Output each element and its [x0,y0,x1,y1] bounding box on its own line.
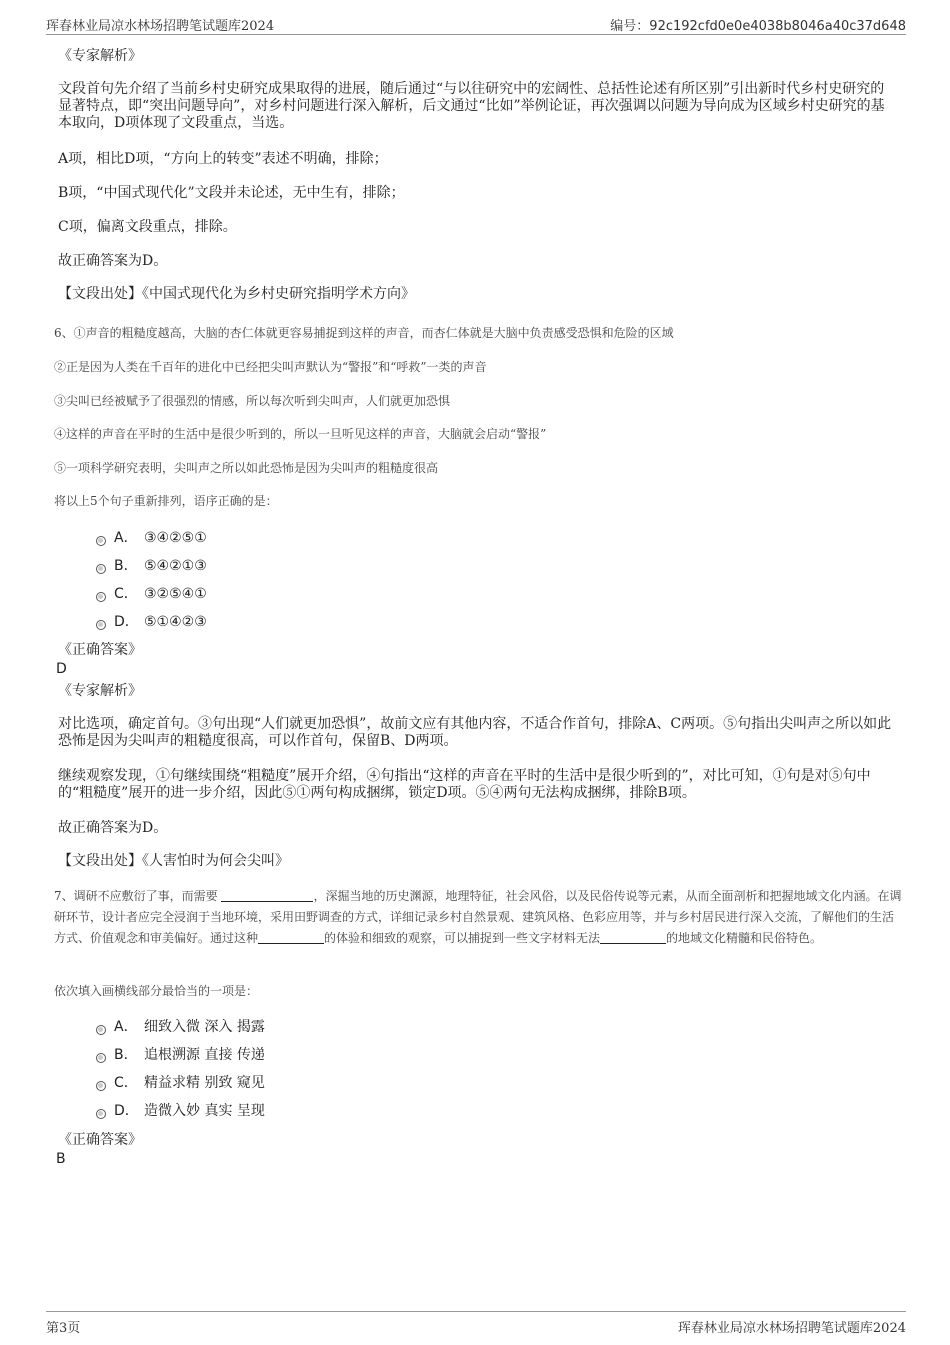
q6-analysis-paragraph-1: 对比选项，确定首句。③句出现“人们就更加恐惧”，故前文应有其他内容，不适合作首句，排除A、C两项。⑤句指出尖叫声之所以如此恐怖是因为尖叫声的粗糙度很高，可以作首句，保留B、D两项。 [58,716,892,749]
q7-answer: B [56,1151,66,1167]
radio-icon[interactable] [96,1081,106,1091]
blank-3[interactable] [600,931,666,944]
header-code: 编号：92c192cfd0e0e4038b8046a40c37d648 [610,19,906,34]
radio-icon[interactable] [96,564,106,574]
q6-analysis-title: 《专家解析》 [58,683,142,699]
q5-analysis-a: A项，相比D项，“方向上的转变”表述不明确，排除； [58,151,388,167]
q6-answer-title: 《正确答案》 [58,642,142,658]
q5-conclusion: 故正确答案为D。 [58,253,168,269]
page-header [46,12,906,35]
footer-title: 珲春林业局凉水林场招聘笔试题库2024 [677,1321,906,1336]
q6-source: 【文段出处】《人害怕时为何会尖叫》 [58,853,289,869]
q7-option-a[interactable]: A． 细致入微 深入 揭露 [96,1018,265,1036]
q6-option-a[interactable]: A． ③④②⑤① [96,529,207,547]
q7-prompt: 依次填入画横线部分最恰当的一项是： [54,984,259,998]
radio-icon[interactable] [96,620,106,630]
q5-analysis-c: C项，偏离文段重点，排除。 [58,219,237,235]
q6-sentence-1: 6、①声音的粗糙度越高，大脑的杏仁体就更容易捕捉到这样的声音，而杏仁体就是大脑中负责感受恐惧和危险的区域 [54,326,674,340]
q6-option-c[interactable]: C． ③②⑤④① [96,585,207,603]
radio-icon[interactable] [96,1053,106,1063]
q5-source: 【文段出处】《中国式现代化为乡村史研究指明学术方向》 [58,286,415,302]
q6-sentence-2: ②正是因为人类在千百年的进化中已经把尖叫声默认为“警报”和“呼救”一类的声音 [54,360,487,374]
q6-sentence-3: ③尖叫已经被赋予了很强烈的情感，所以每次听到尖叫声，人们就更加恐惧 [54,394,451,408]
blank-1[interactable] [221,889,313,902]
q7-stem: 7、调研不应敷衍了事，而需要 ，深掘当地的历史渊源，地理特征，社会风俗，以及民俗传说等元素，从而全面剖析和把握地域文化内涵。在调研环节，设计者应完全浸润于当地环境，采用田野调查的方式，详细记录乡村自然景观、建筑风格、色彩应用等，并与乡村居民进行深入交流，了解他们的生活方式、价值观念和审美偏好。通过这种 的体验和细致的观察，可以捕捉到一些文字材料无法 的地域文化精髓和民俗特色。 [54,889,902,945]
q6-analysis-paragraph-2: 继续观察发现，①句继续围绕“粗糙度”展开介绍，④句指出“这样的声音在平时的生活中是很少听到的”，对比可知，①句是对⑤句中的“粗糙度”展开的进一步介绍，因此⑤①两句构成捆绑，锁定D项。⑤④两句无法构成捆绑，排除B项。 [58,768,871,801]
radio-icon[interactable] [96,536,106,546]
radio-icon[interactable] [96,592,106,602]
q7-option-c[interactable]: C． 精益求精 别致 窥见 [96,1074,265,1092]
q5-analysis-b: B项，“中国式现代化”文段并未论述，无中生有，排除； [58,185,405,201]
q6-answer: D [56,661,67,677]
q5-analysis-title: 《专家解析》 [58,48,142,64]
radio-icon[interactable] [96,1025,106,1035]
radio-icon[interactable] [96,1109,106,1119]
q7-option-d[interactable]: D． 造微入妙 真实 呈现 [96,1102,265,1120]
q6-option-d[interactable]: D． ⑤①④②③ [96,613,207,631]
q7-answer-title: 《正确答案》 [58,1132,142,1148]
q6-conclusion: 故正确答案为D。 [58,820,168,836]
q5-analysis-paragraph: 文段首句先介绍了当前乡村史研究成果取得的进展，随后通过“与以往研究中的宏阔性、总括性论述有所区别”引出新时代乡村史研究的显著特点，即“突出问题导向”，对乡村问题进行深入解析，后文通过“比如”举例论证，再次强调以问题为导向成为区域乡村史研究的基本取向，D项体现了文段重点，当选。 [58,81,885,131]
q7-option-b[interactable]: B． 追根溯源 直接 传递 [96,1046,265,1064]
q6-prompt: 将以上5个句子重新排列，语序正确的是： [54,494,278,508]
blank-2[interactable] [258,931,324,944]
page-footer [46,1311,906,1338]
q6-sentence-4: ④这样的声音在平时的生活中是很少听到的，所以一旦听见这样的声音，大脑就会启动“警报” [54,427,547,441]
q6-option-b[interactable]: B． ⑤④②①③ [96,557,207,575]
q6-sentence-5: ⑤一项科学研究表明，尖叫声之所以如此恐怖是因为尖叫声的粗糙度很高 [54,461,439,475]
page-number: 第3页 [46,1321,81,1336]
header-title: 珲春林业局凉水林场招聘笔试题库2024 [46,19,275,34]
